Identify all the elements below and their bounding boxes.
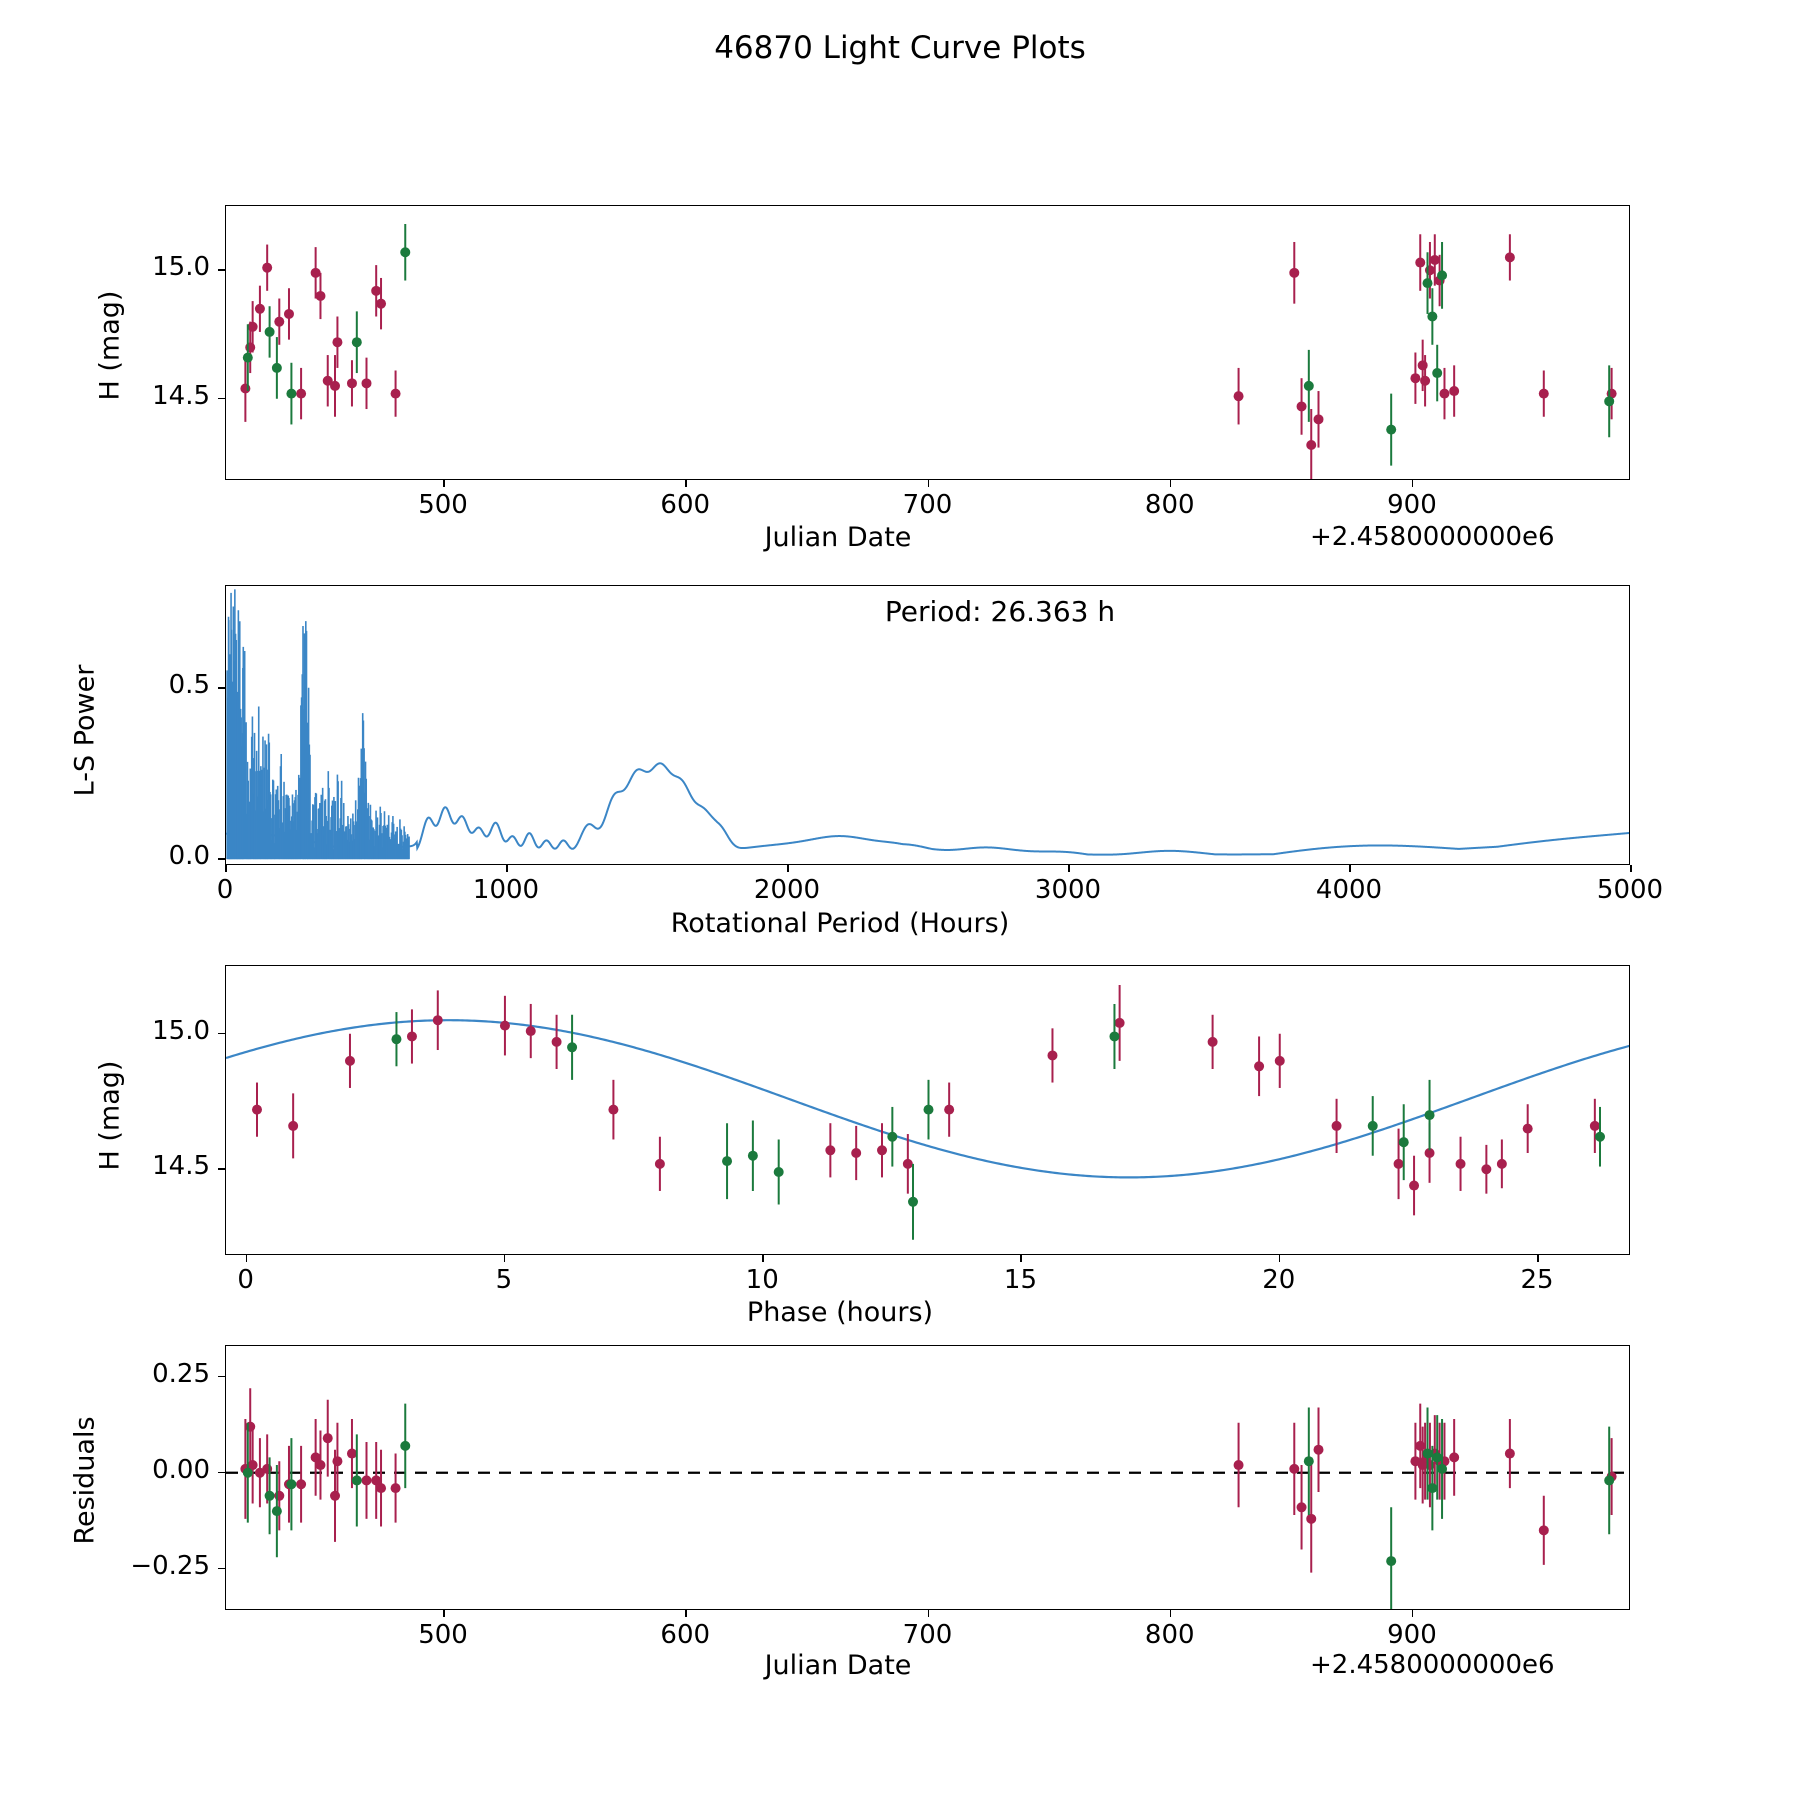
y-tick-mark bbox=[218, 1472, 225, 1474]
phased-canvas bbox=[226, 966, 1630, 1255]
x-tick-label: 2000 bbox=[753, 875, 821, 905]
x-tick-mark bbox=[1279, 1255, 1281, 1262]
periodogram-ylabel: L-S Power bbox=[69, 664, 101, 797]
x-tick-label: 900 bbox=[1387, 490, 1437, 520]
light-curve-axes bbox=[225, 205, 1630, 480]
x-tick-label: 700 bbox=[902, 490, 953, 520]
series-magenta-band bbox=[240, 234, 1616, 480]
x-tick-mark bbox=[443, 480, 445, 487]
light-curve-canvas bbox=[226, 206, 1630, 480]
x-tick-mark bbox=[1170, 480, 1172, 487]
x-tick-mark bbox=[1630, 865, 1632, 872]
light-curve-x-offset: +2.4580000000e6 bbox=[1310, 522, 1555, 552]
periodogram-xlabel: Rotational Period (Hours) bbox=[670, 908, 1010, 939]
residuals-ylabel: Residuals bbox=[69, 1416, 101, 1545]
y-tick-label: 0.0 bbox=[168, 841, 210, 872]
ls-power-continuum bbox=[226, 763, 1630, 854]
phased-axes bbox=[225, 965, 1630, 1255]
x-tick-mark bbox=[1068, 865, 1070, 872]
x-tick-mark bbox=[1537, 1255, 1539, 1262]
y-tick-mark bbox=[218, 687, 225, 689]
y-tick-mark bbox=[218, 398, 225, 400]
x-tick-label: 900 bbox=[1387, 1620, 1437, 1650]
residuals-xlabel: Julian Date bbox=[764, 1650, 912, 1681]
x-tick-label: 25 bbox=[1520, 1265, 1554, 1295]
x-tick-mark bbox=[928, 480, 930, 487]
y-tick-label: 15.0 bbox=[152, 1015, 210, 1046]
x-tick-label: 0 bbox=[237, 1265, 254, 1295]
x-tick-mark bbox=[504, 1255, 506, 1262]
y-tick-label: 0.5 bbox=[168, 670, 210, 701]
x-tick-label: 5 bbox=[495, 1265, 513, 1295]
series-green-band bbox=[243, 1404, 1614, 1610]
x-tick-label: 3000 bbox=[1034, 875, 1102, 905]
series-green-band bbox=[391, 1004, 1605, 1240]
residuals-canvas bbox=[226, 1346, 1630, 1610]
x-tick-mark bbox=[685, 1610, 687, 1617]
x-tick-mark bbox=[1412, 1610, 1414, 1617]
x-tick-label: 10 bbox=[745, 1265, 779, 1295]
x-tick-label: 4000 bbox=[1315, 875, 1383, 905]
phased-ylabel: H (mag) bbox=[94, 1060, 126, 1171]
light-curve-xlabel: Julian Date bbox=[764, 522, 912, 553]
x-tick-mark bbox=[246, 1255, 248, 1262]
x-tick-label: 600 bbox=[660, 490, 711, 520]
y-tick-mark bbox=[218, 1033, 225, 1035]
x-tick-mark bbox=[1349, 865, 1351, 872]
y-tick-mark bbox=[218, 858, 225, 860]
y-tick-label: 0.00 bbox=[152, 1454, 210, 1485]
x-tick-label: 500 bbox=[418, 1620, 468, 1650]
y-tick-mark bbox=[218, 1568, 225, 1570]
phased-xlabel: Phase (hours) bbox=[746, 1297, 934, 1328]
x-tick-label: 1000 bbox=[472, 875, 540, 905]
y-tick-mark bbox=[218, 1168, 225, 1170]
x-tick-label: 0 bbox=[216, 875, 234, 905]
residuals-axes bbox=[225, 1345, 1630, 1610]
ls-power-spikes bbox=[227, 589, 409, 859]
y-tick-mark bbox=[218, 269, 225, 271]
x-tick-mark bbox=[1170, 1610, 1172, 1617]
y-tick-label: −0.25 bbox=[130, 1550, 210, 1581]
series-green-band bbox=[243, 224, 1614, 466]
y-tick-mark bbox=[218, 1376, 225, 1378]
x-tick-mark bbox=[506, 865, 508, 872]
y-tick-label: 15.0 bbox=[152, 252, 210, 283]
x-tick-mark bbox=[225, 865, 227, 872]
series-magenta-band bbox=[240, 1388, 1616, 1572]
x-tick-mark bbox=[787, 865, 789, 872]
x-tick-mark bbox=[762, 1255, 764, 1262]
light-curve-ylabel: H (mag) bbox=[94, 290, 126, 401]
figure-title: 46870 Light Curve Plots bbox=[714, 30, 1086, 66]
x-tick-label: 600 bbox=[660, 1620, 711, 1650]
x-tick-mark bbox=[928, 1610, 930, 1617]
y-tick-label: 14.5 bbox=[152, 1151, 210, 1182]
x-tick-label: 20 bbox=[1262, 1265, 1296, 1295]
x-tick-mark bbox=[1412, 480, 1414, 487]
x-tick-label: 700 bbox=[902, 1620, 953, 1650]
x-tick-label: 800 bbox=[1144, 490, 1195, 520]
periodogram-title: Period: 26.363 h bbox=[884, 595, 1116, 628]
x-tick-label: 500 bbox=[418, 490, 468, 520]
x-tick-label: 800 bbox=[1144, 1620, 1195, 1650]
x-tick-mark bbox=[443, 1610, 445, 1617]
x-tick-mark bbox=[1020, 1255, 1022, 1262]
x-tick-label: 15 bbox=[1003, 1265, 1038, 1295]
y-tick-label: 0.25 bbox=[152, 1358, 210, 1389]
x-tick-label: 5000 bbox=[1596, 875, 1664, 905]
y-tick-label: 14.5 bbox=[152, 380, 210, 411]
x-tick-mark bbox=[685, 480, 687, 487]
residuals-x-offset: +2.4580000000e6 bbox=[1310, 1650, 1555, 1680]
